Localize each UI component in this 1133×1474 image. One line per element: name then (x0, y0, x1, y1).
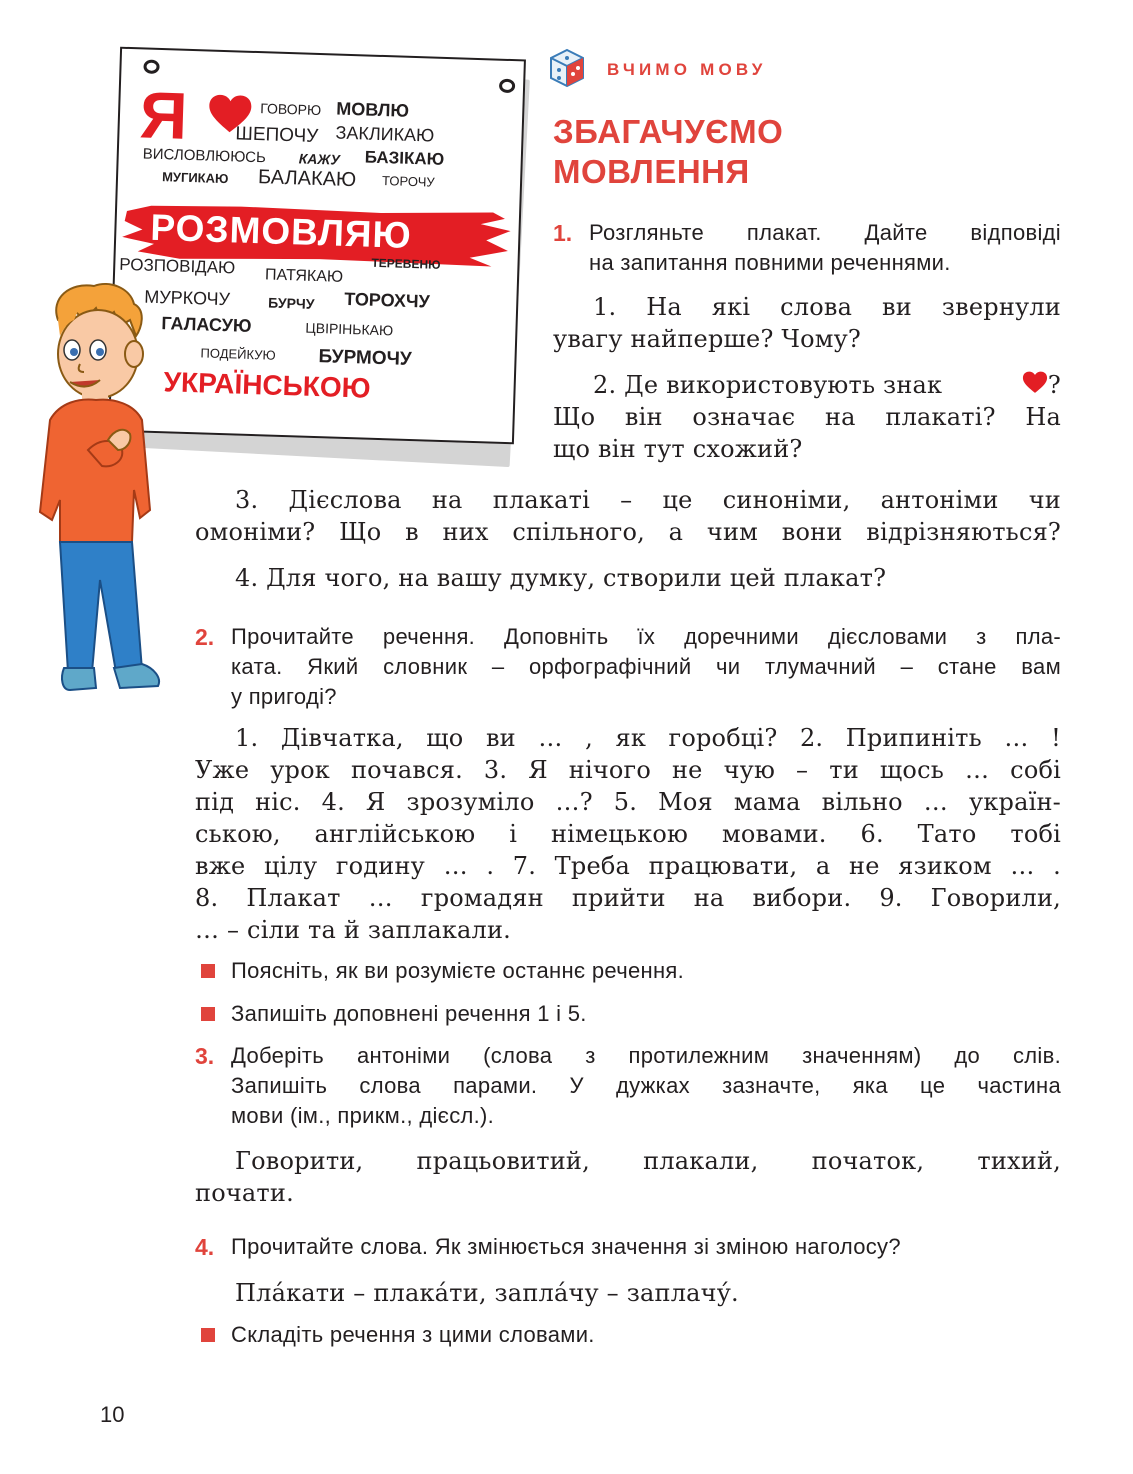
exercise-1-task: Розгляньте плакат. Дайте відповіді на запитання повними реченнями. (589, 220, 1061, 275)
poster-word: ТЕРЕВЕНЮ (371, 255, 441, 272)
poster-word: ТОРОЧУ (381, 173, 435, 190)
page-title: ЗБАГАЧУЄМО МОВЛЕННЯ (553, 113, 784, 190)
exercise-number: 2. (195, 624, 215, 650)
bullet-icon (201, 1328, 215, 1342)
exercise-3-words: Говорити, працьовитий, плакали, початок, тихий, почати. (195, 1147, 1061, 1207)
poster-main-word: РОЗМОВЛЯЮ (149, 206, 413, 256)
poster-word: БУРЧУ (267, 294, 315, 312)
poster-word: ЦВІРІНЬКАЮ (305, 319, 394, 339)
exercise-2-task: Прочитайте речення. Доповніть їх доречними дієсловами з пла- ката. Який словник – орфографічний чи тлумачний – стане вам у пригоді? (231, 624, 1061, 709)
poster-word: МОВЛЮ (335, 98, 410, 121)
exercise-4-bullet: Складіть речення з цими словами. (231, 1322, 595, 1347)
exercise-number: 4. (195, 1234, 215, 1260)
poster-word: БАЗІКАЮ (364, 147, 445, 169)
poster-word: ПАТЯКАЮ (264, 266, 344, 286)
poster-word: КАЖУ (298, 150, 341, 168)
poster-bottom-word: УКРАЇНСЬКОЮ (163, 366, 372, 404)
heart-icon (1022, 371, 1048, 394)
exercise-2-bullet-2: Запишіть доповнені речення 1 і 5. (231, 1001, 587, 1026)
exercise-2-text: 1. Дівчатка, що ви … , як горобці? 2. Припиніть … ! Уже урок почався. 3. Я нічого не чую – ти щось … собі під ніс. 4. Я зрозуміло …? 5. Моя мама вільно … україн- ською, англійською і німецькою мовами. 6. Тато тобі вже цілу годину … . 7. Треба працювати, а не язиком … . 8. Плакат … громадян прийти на вибори. 9. Говорили, … – сіли та й заплакали. (195, 724, 1061, 944)
poster-word: ВИСЛОВЛЮЮСЬ (142, 145, 267, 167)
poster-word: ТОРОХЧУ (344, 288, 431, 312)
question-1: 1. На які слова ви звернули увагу найперше? Чому? (553, 293, 1061, 353)
exercise-3-task: Доберіть антоніми (слова з протилежним значенням) до слів. Запишіть слова парами. У дужках зазначте, яка це частина мови (ім., прикм., дієсл.). (231, 1043, 1061, 1128)
poster-word: МУГИКАЮ (161, 169, 229, 187)
page-number: 10 (100, 1402, 125, 1427)
poster-word: МУРКОЧУ (143, 286, 231, 310)
poster-word: РОЗПОВІДАЮ (119, 254, 236, 278)
poster-word: БУРМОЧУ (318, 346, 412, 371)
poster-word: ШЕПОЧУ (235, 123, 319, 147)
boy-illustration (30, 280, 190, 700)
section-label: ВЧИМО МОВУ (607, 60, 767, 79)
question-4: 4. Для чого, на вашу думку, створили цей плакат? (235, 564, 887, 592)
exercise-4-task: Прочитайте слова. Як змінюється значення зі зміною наголосу? (231, 1234, 901, 1259)
exercise-number: 3. (195, 1043, 215, 1069)
pin-icon (143, 59, 159, 73)
poster-ya: Я (138, 77, 189, 153)
poster-word: ЗАКЛИКАЮ (335, 122, 435, 146)
question-2: 2. Де використовують знак ? Що він означає на плакаті? На що він тут схожий? (553, 371, 1061, 463)
exercise-2-bullet-1: Поясніть, як ви розумієте останнє речення. (231, 958, 685, 983)
exercise-4-words: Пла́кати – плака́ти, запла́чу – заплачу́. (235, 1279, 739, 1307)
cube-dice-icon (548, 48, 586, 88)
poster-word: ПОДЕЙКУЮ (200, 345, 276, 363)
question-3: 3. Дієслова на плакаті – це синоніми, антоніми чи омоніми? Що в них спільного, а чим вони відрізняються? (195, 486, 1061, 546)
bullet-icon (201, 1007, 215, 1021)
bullet-icon (201, 964, 215, 978)
poster-word: БАЛАКАЮ (257, 166, 357, 192)
poster-word: ГАЛАСУЮ (161, 313, 252, 336)
pin-icon (499, 79, 515, 93)
poster-word: ГОВОРЮ (260, 100, 322, 119)
exercise-number: 1. (553, 220, 573, 246)
